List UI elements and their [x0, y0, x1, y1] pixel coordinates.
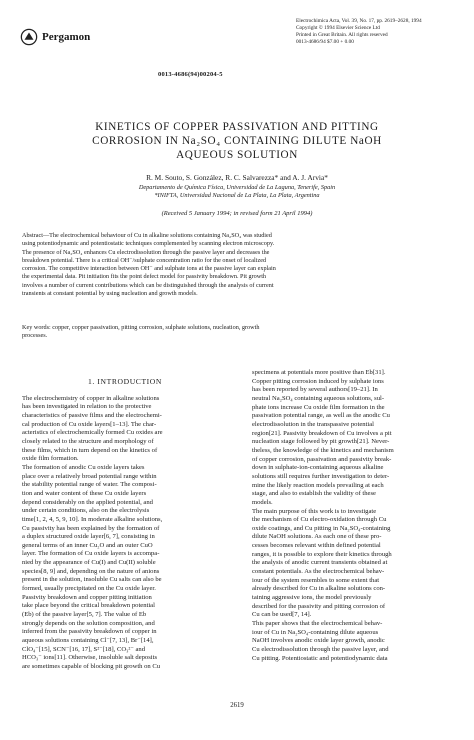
- journal-info: [296, 18, 456, 46]
- text-line: present in the solution, insoluble Cu salts can also be: [22, 576, 162, 584]
- text-line: inferred from the passivity breakdown of copper in: [22, 628, 157, 636]
- text-line: neutral Na₂SO₄ containing aqueous solutions, sul-: [252, 394, 385, 402]
- abstract-line: transients at constant potential by using nucleation and growth models.: [22, 290, 198, 298]
- abstract-line: the experimental data. Pit initiation fits the point defect model for passivity breakdown. Pit growth: [22, 273, 267, 281]
- text-line: time[1, 2, 4, 5, 9, 10]. In moderate alkaline solutions,: [22, 515, 163, 523]
- text-line: iour of Cu in Na₂SO₄-containing dilute aqueous: [252, 628, 379, 636]
- text-line: under certain conditions, also on the electrolysis: [22, 507, 150, 515]
- right-column-text: [252, 369, 458, 663]
- text-line: mine the likely reaction models prevailing at each: [252, 481, 384, 489]
- abstract-line: corrosion. The competitive interaction between OH⁻ and sulphate ions at the passive layer can explain: [22, 265, 276, 273]
- text-line: This paper shows that the electrochemical behav-: [252, 620, 383, 628]
- text-line: has been reported by several authors[19–21]. In: [252, 386, 378, 394]
- section-heading: 1. INTRODUCTION: [88, 377, 162, 386]
- text-line: Cu pitting. Potentiostatic and potentiodynamic data: [252, 654, 388, 662]
- text-line: closely related to the structure and morphology of: [22, 437, 154, 445]
- text-line: the analysis of anodic current transients obtained at: [252, 559, 388, 567]
- text-line: NaOH involves anodic oxide layer growth, anodic: [252, 637, 385, 645]
- abstract-line: Abstract—The electrochemical behaviour of Cu in alkaline solutions containing Na₂SO₄ was studied: [22, 232, 272, 239]
- text-line: solutions still requires further investigation to deter-: [252, 472, 390, 480]
- text-line: nied by the appearance of Cu(I) and Cu(II) soluble: [22, 559, 156, 567]
- text-line: general terms of an inner Cu₂O and an outer CuO: [22, 541, 153, 549]
- text-line: layer. The formation of Cu oxide layers is accompa-: [22, 550, 160, 558]
- journal-info-line: Printed in Great Britain. All rights reserved: [296, 32, 388, 38]
- affiliation-line: *INIFTA, Universidad Nacional de La Plata, La Plata, Argentina: [154, 192, 320, 200]
- text-line: (Eb) of the passive layer[5, 7]. The value of Eb: [22, 611, 147, 619]
- text-line: ClO₄⁻[15], SCN⁻[16, 17], S²⁻[18], CO₃²⁻ and: [22, 645, 146, 653]
- journal-info-line: Copyright © 1994 Elsevier Science Ltd: [296, 25, 380, 31]
- text-line: oxide film formation.: [22, 455, 79, 463]
- article-code: 0013-4686(94)00204-5: [158, 71, 223, 78]
- text-line: depend considerably on the applied potential, and: [22, 498, 153, 506]
- text-line: the stability potential range of water. The composi-: [22, 481, 157, 489]
- journal-info-line: Electrochimica Acta, Vol. 39, No. 17, pp. 2619–2628, 1994: [296, 18, 422, 24]
- text-line: down in sulphate-ion-containing aqueous alkaline: [252, 464, 384, 472]
- left-column: [22, 378, 228, 672]
- text-line: Cu passivity has been explained by the formation of: [22, 524, 160, 532]
- text-line: constant potentials. As the electrochemical behav-: [252, 568, 385, 576]
- paper-title: [40, 120, 434, 162]
- text-line: Cu can be used[7, 14].: [252, 611, 312, 619]
- affiliation-line: Departamento de Química Física, Universidad de La Laguna, Tenerife, Spain: [138, 184, 336, 191]
- text-line: theless, the knowledge of the kinetics and mechanism: [252, 446, 394, 454]
- text-line: cesses becomes relevant within defined potential: [252, 542, 381, 550]
- text-line: stage, and also to establish the validity of these: [252, 490, 376, 498]
- text-line: described for the passivity and pitting corrosion of: [252, 602, 386, 610]
- text-line: a duplex structured oxide layer[6, 7], consisting in: [22, 533, 155, 541]
- text-line: acteristics of electrochemically formed Cu oxides are: [22, 429, 163, 437]
- abstract: [22, 232, 452, 298]
- text-line: are sometimes capable of blocking pit growth on Cu: [22, 663, 161, 670]
- text-line: The formation of anodic Cu oxide layers takes: [22, 463, 145, 471]
- text-line: passivation potential range, as well as the anodic Cu: [252, 412, 390, 420]
- received-date: (Received 5 January 1994; in revised form 21 April 1994): [161, 210, 313, 217]
- text-line: of copper corrosion, passivation and passivity break-: [252, 455, 392, 463]
- text-line: HCO₃⁻ ions[11]. Otherwise, insoluble salt deposits: [22, 654, 158, 662]
- text-line: already described for Cu in alkaline solutions con-: [252, 585, 386, 593]
- text-line: The main purpose of this work is to investigate: [252, 507, 377, 515]
- publisher-name: Pergamon: [42, 31, 91, 43]
- text-line: take place beyond the critical breakdown potential: [22, 602, 155, 610]
- text-line: Copper pitting corrosion induced by sulphate ions: [252, 377, 384, 385]
- left-column-text: [22, 395, 228, 672]
- text-line: The electrochemistry of copper in alkaline solutions: [22, 394, 160, 402]
- publisher-logo: [20, 22, 100, 52]
- text-line: tion and water content of these Cu oxide layers: [22, 489, 147, 497]
- text-line: taining aggressive ions, the model previously: [252, 594, 372, 602]
- text-line: characteristics of passive films and the electrochemi-: [22, 411, 162, 419]
- text-line: ranges, it is possible to explore their kinetics through: [252, 550, 392, 558]
- text-line: Passivity breakdown and copper pitting initiation: [22, 593, 152, 601]
- text-line: iour of the system resembles to some extent that: [252, 576, 380, 584]
- text-line: species[8, 9] and, depending on the nature of anions: [22, 567, 160, 575]
- abstract-line: involves a number of current contributions which can be distinguished through the analysis of current: [22, 281, 274, 289]
- page-number: 2619: [230, 702, 244, 709]
- keywords: [22, 324, 452, 341]
- text-line: nucleation stage followed by pit growth[21]. Never-: [252, 438, 390, 446]
- title-line: AQUEOUS SOLUTION: [176, 149, 298, 161]
- text-line: formed, usually precipitated on the Cu oxide layer.: [22, 585, 156, 593]
- right-column: [252, 369, 458, 663]
- keywords-line: Key words: copper, copper passivation, pitting corrosion, sulphate solutions, nucleation, growth: [22, 324, 260, 331]
- abstract-line: using potentiodynamic and potentiostatic techniques complemented by scanning electron microscopy.: [22, 240, 275, 248]
- journal-info-line: 0013-4686/94 $7.00 + 0.00: [296, 39, 354, 45]
- abstract-line: The presence of Na₂SO₄ enhances Cu electrodissolution through the passive layer and decreases the: [22, 248, 270, 256]
- text-line: specimens at potentials more positive than Eb[31].: [252, 369, 386, 376]
- text-line: has been investigated in relation to the protective: [22, 403, 152, 411]
- text-line: region[21]. Passivity breakdown of Cu involves a pit: [252, 429, 392, 437]
- text-line: models.: [252, 498, 273, 506]
- title-line: CORROSION IN Na₂SO₄ CONTAINING DILUTE NaOH: [92, 135, 382, 147]
- text-line: phate ions increase Cu oxide film formation in the: [252, 403, 385, 411]
- text-line: Cu electrodissolution through the passive layer, and: [252, 646, 389, 653]
- text-line: the mechanism of Cu electro-oxidation through Cu: [252, 516, 387, 524]
- text-line: these films, which in turn depend on the kinetics of: [22, 446, 158, 454]
- text-line: electrodissolution in the transpassive potential: [252, 420, 374, 428]
- text-line: strongly depends on the solution composition, and: [22, 619, 155, 627]
- text-line: oxide coatings, and Cu pitting in Na₂SO₄-containing: [252, 524, 391, 532]
- abstract-line: breakdown potential. There is a critical OH⁻/sulphate concentration ratio for the onset of localized: [22, 256, 267, 264]
- affiliations: [0, 184, 474, 200]
- authors: R. M. Souto, S. González, R. C. Salvarezza* and A. J. Arvia*: [146, 173, 328, 182]
- text-line: aqueous solutions containing Cl⁻[7, 13], Br⁻[14],: [22, 637, 154, 645]
- text-line: dilute NaOH solutions. As each one of these pro-: [252, 533, 382, 541]
- keywords-line: processes.: [22, 332, 48, 340]
- pergamon-logo-icon: [20, 28, 38, 46]
- text-line: cal production of Cu oxide layers[1–13]. The char-: [22, 420, 157, 428]
- text-line: place over a relatively broad potential range within: [22, 472, 157, 480]
- title-line: KINETICS OF COPPER PASSIVATION AND PITTING: [95, 121, 379, 133]
